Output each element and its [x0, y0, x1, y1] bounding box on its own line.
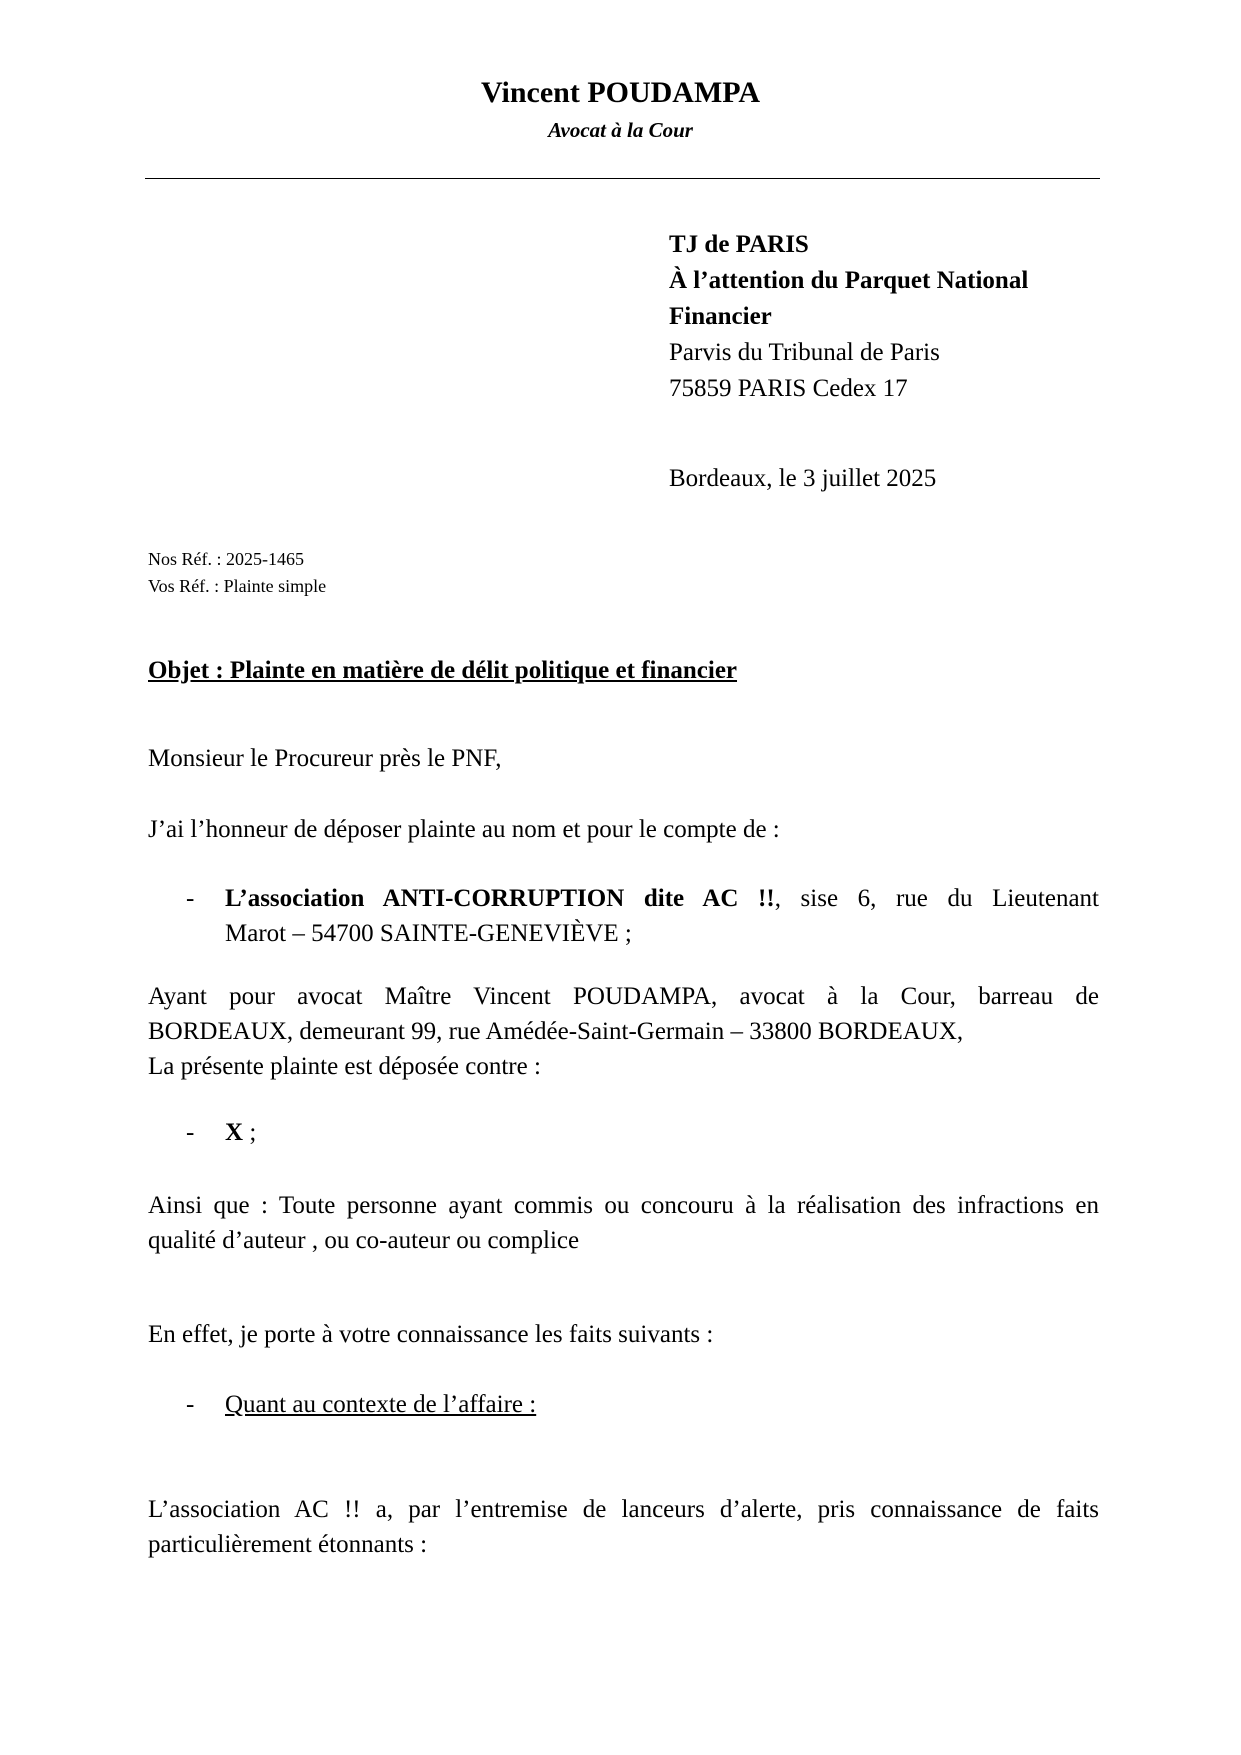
your-reference: Vos Réf. : Plainte simple — [148, 576, 327, 596]
defendant-suffix: ; — [243, 1119, 257, 1146]
final-paragraph — [148, 1492, 1099, 1562]
salutation: Monsieur le Procureur près le PNF, — [148, 745, 502, 772]
our-reference: Nos Réf. : 2025-1465 — [148, 549, 304, 569]
lawyer-name: Vincent POUDAMPA — [480, 76, 761, 109]
plaintiff-line-1 — [225, 881, 1099, 916]
context-heading: Quant au contexte de l’affaire : — [225, 1391, 537, 1418]
plaintiff-address-1: , sise 6, rue du Lieutenant — [774, 885, 1099, 912]
references-block — [148, 546, 326, 600]
lawyer-line-3: La présente plainte est déposée contre : — [148, 1053, 541, 1080]
plaintiff-address-2: Marot – 54700 SAINTE-GENEVIÈVE ; — [225, 920, 632, 947]
plaintiff-item — [148, 881, 1099, 951]
defendant-name: X — [225, 1119, 244, 1146]
recipient-block — [669, 227, 1089, 407]
recipient-attention: À l’attention du Parquet National — [669, 267, 1029, 294]
facts-intro: En effet, je porte à votre connaissance les faits suivants : — [148, 1321, 714, 1348]
defendant-item — [148, 1115, 1099, 1150]
context-item — [148, 1387, 1099, 1422]
lawyer-line-2: BORDEAUX, demeurant 99, rue Amédée-Saint-Germain – 33800 BORDEAUX, — [148, 1018, 964, 1045]
intro-paragraph: J’ai l’honneur de déposer plainte au nom et pour le compte de : — [148, 816, 780, 843]
plaintiff-name: L’association ANTI-CORRUPTION dite AC !! — [225, 885, 775, 912]
also-paragraph — [148, 1188, 1099, 1258]
recipient-street: Parvis du Tribunal de Paris — [669, 339, 940, 366]
defendant-dash: - — [186, 1119, 195, 1146]
context-dash: - — [186, 1391, 195, 1418]
lawyer-title: Avocat à la Cour — [548, 118, 693, 142]
also-line-2: qualité d’auteur , ou co-auteur ou complice — [148, 1227, 580, 1254]
plaintiff-dash: - — [186, 885, 195, 912]
recipient-attention-cont: Financier — [669, 303, 772, 330]
letter-object: Objet : Plainte en matière de délit politique et financier — [148, 657, 738, 684]
final-line-2: particulièrement étonnants : — [148, 1531, 428, 1558]
recipient-court: TJ de PARIS — [669, 231, 809, 258]
recipient-city: 75859 PARIS Cedex 17 — [669, 375, 908, 402]
header-divider — [145, 178, 1100, 179]
lawyer-line-1: Ayant pour avocat Maître Vincent POUDAMPA, avocat à la Cour, barreau de — [148, 983, 1099, 1010]
lawyer-paragraph — [148, 979, 1099, 1084]
letter-date: Bordeaux, le 3 juillet 2025 — [669, 465, 937, 492]
also-line-1: Ainsi que : Toute personne ayant commis ou concouru à la réalisation des infractions en — [148, 1192, 1099, 1219]
final-line-1: L’association AC !! a, par l’entremise de lanceurs d’alerte, pris connaissance de faits — [148, 1496, 1099, 1523]
